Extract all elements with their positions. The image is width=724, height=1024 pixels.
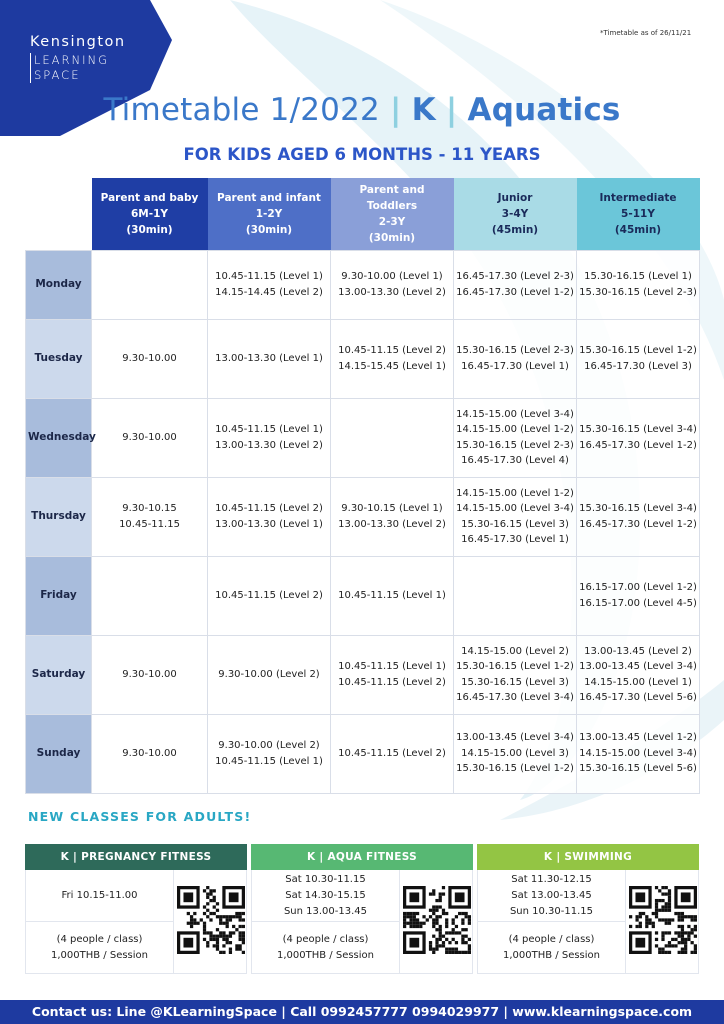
adult-class-title: K | AQUA FITNESS xyxy=(251,844,473,870)
class-slot: 16.45-17.30 (Level 5-6) xyxy=(579,692,697,703)
class-slot: 16.45-17.30 (Level 3-4) xyxy=(456,692,574,703)
class-slot: 16.15-17.00 (Level 1-2) xyxy=(579,582,697,593)
schedule-cell-parent-toddlers xyxy=(331,398,454,477)
adult-class-time: Sat 11.30-12.15 xyxy=(511,873,592,885)
adult-class-capacity: (4 people / class) xyxy=(508,934,595,945)
qr-code-icon[interactable] xyxy=(629,886,697,954)
class-slot: 10.45-11.15 (Level 2) xyxy=(338,676,446,688)
schedule-cell-junior xyxy=(454,635,577,714)
column-header-junior: Junior 3-4Y (45min) xyxy=(454,178,577,250)
title-part-1: Timetable 1/2022 xyxy=(103,92,380,128)
adult-class-capacity: (4 people / class) xyxy=(56,934,143,945)
class-slot: 10.45-11.15 (Level 1) xyxy=(338,661,446,672)
schedule-cell-intermediate xyxy=(577,398,700,477)
class-slot: 14.15-15.00 (Level 1-2) xyxy=(456,424,574,435)
class-slot: 15.30-16.15 (Level 2-3) xyxy=(579,286,697,298)
class-slot: 16.45-17.30 (Level 3) xyxy=(584,360,692,372)
schedule-cell-junior xyxy=(454,250,577,319)
schedule-cell-parent-infant xyxy=(208,635,331,714)
qr-code-icon[interactable] xyxy=(403,886,471,954)
table-row xyxy=(26,398,700,477)
page-subtitle: FOR KIDS AGED 6 MONTHS - 11 YEARS xyxy=(183,145,541,164)
day-label: Sunday xyxy=(26,714,92,793)
class-slot: 9.30-10.00 (Level 1) xyxy=(341,271,443,282)
table-row xyxy=(26,477,700,556)
column-header-parent-toddlers: Parent and Toddlers 2-3Y (30min) xyxy=(331,178,454,250)
class-slot: 13.00-13.30 (Level 2) xyxy=(338,518,446,530)
class-slot: 14.15-15.00 (Level 3-4) xyxy=(456,503,574,514)
class-slot: 10.45-11.15 (Level 1) xyxy=(338,589,446,601)
adult-class-pregnancy-fitness xyxy=(25,844,247,974)
class-slot: 9.30-10.00 xyxy=(122,431,177,443)
class-slot: 14.15-15.00 (Level 3-4) xyxy=(456,408,574,420)
adult-class-fee: 1,000THB / Session xyxy=(51,950,148,961)
schedule-cell-intermediate xyxy=(577,477,700,556)
title-separator-2: | xyxy=(445,92,458,128)
class-slot: 16.45-17.30 (Level 1) xyxy=(461,534,569,545)
class-slot: 16.15-17.00 (Level 4-5) xyxy=(579,597,697,609)
adult-class-fee: 1,000THB / Session xyxy=(503,950,600,961)
adult-class-price xyxy=(252,922,400,974)
logo-name: Kensington xyxy=(30,34,126,50)
adult-class-times xyxy=(26,870,174,922)
class-slot: 15.30-16.15 (Level 5-6) xyxy=(579,763,697,775)
adult-class-time: Sat 14.30-15.15 xyxy=(285,889,366,901)
class-slot: 10.45-11.15 (Level 2) xyxy=(338,747,446,759)
adult-class-times xyxy=(252,870,400,922)
class-slot: 9.30-10.15 xyxy=(122,503,177,514)
day-label: Thursday xyxy=(26,477,92,556)
adult-class-price xyxy=(478,922,626,974)
class-slot: 13.00-13.45 (Level 3-4) xyxy=(456,732,574,744)
column-header-parent-baby: Parent and baby 6M-1Y (30min) xyxy=(92,178,208,250)
adult-classes-heading: NEW CLASSES FOR ADULTS! xyxy=(28,809,252,824)
class-slot: 15.30-16.15 (Level 1-2) xyxy=(456,763,574,775)
schedule-cell-junior xyxy=(454,556,577,635)
schedule-cell-parent-baby xyxy=(92,319,208,398)
day-label: Wednesday xyxy=(26,398,92,477)
schedule-cell-parent-infant xyxy=(208,556,331,635)
class-slot: 16.45-17.30 (Level 1-2) xyxy=(579,439,697,451)
schedule-cell-parent-infant xyxy=(208,398,331,477)
title-separator-1: | xyxy=(390,92,402,128)
schedule-cell-intermediate xyxy=(577,319,700,398)
class-slot: 9.30-10.00 xyxy=(122,352,177,364)
schedule-cell-parent-infant xyxy=(208,477,331,556)
column-header-parent-infant: Parent and infant 1-2Y (30min) xyxy=(208,178,331,250)
class-slot: 14.15-15.00 (Level 1-2) xyxy=(456,487,574,499)
adult-class-time: Fri 10.15-11.00 xyxy=(61,889,138,901)
class-slot: 13.00-13.45 (Level 1-2) xyxy=(579,732,697,744)
page-title xyxy=(0,92,724,128)
schedule-cell-parent-toddlers xyxy=(331,714,454,793)
schedule-cell-junior xyxy=(454,319,577,398)
day-label: Saturday xyxy=(26,635,92,714)
class-slot: 14.15-15.00 (Level 2) xyxy=(461,645,569,657)
class-slot: 10.45-11.15 (Level 1) xyxy=(215,271,323,282)
adult-class-title: K | SWIMMING xyxy=(477,844,699,870)
class-slot: 14.15-15.00 (Level 3-4) xyxy=(579,747,697,759)
schedule-cell-parent-baby xyxy=(92,714,208,793)
adult-class-title: K | PREGNANCY FITNESS xyxy=(25,844,247,870)
timetable xyxy=(25,178,700,794)
contact-footer: Contact us: Line @KLearningSpace | Call 0992457777 0994029977 | www.klearningspace.com xyxy=(0,1000,724,1024)
class-slot: 14.15-15.45 (Level 1) xyxy=(338,360,446,372)
class-slot: 10.45-11.15 (Level 2) xyxy=(215,589,323,601)
class-slot: 15.30-16.15 (Level 1-2) xyxy=(456,661,574,672)
class-slot: 16.45-17.30 (Level 1-2) xyxy=(579,518,697,530)
class-slot: 13.00-13.30 (Level 2) xyxy=(338,286,446,298)
class-slot: 9.30-10.00 (Level 2) xyxy=(218,668,320,680)
timetable-header-row xyxy=(26,178,700,250)
schedule-cell-intermediate xyxy=(577,635,700,714)
class-slot: 15.30-16.15 (Level 3-4) xyxy=(579,503,697,514)
schedule-cell-parent-toddlers xyxy=(331,477,454,556)
class-slot: 14.15-14.45 (Level 2) xyxy=(215,286,323,298)
schedule-cell-parent-baby xyxy=(92,398,208,477)
class-slot: 16.45-17.30 (Level 4) xyxy=(461,455,569,466)
adult-class-time: Sat 10.30-11.15 xyxy=(285,873,366,885)
class-slot: 15.30-16.15 (Level 2-3) xyxy=(456,439,574,451)
class-slot: 10.45-11.15 (Level 2) xyxy=(215,503,323,514)
class-slot: 15.30-16.15 (Level 2-3) xyxy=(456,345,574,356)
class-slot: 13.00-13.30 (Level 1) xyxy=(215,518,323,530)
schedule-cell-junior xyxy=(454,398,577,477)
class-slot: 13.00-13.30 (Level 1) xyxy=(215,352,323,364)
adult-class-time: Sat 13.00-13.45 xyxy=(511,889,592,901)
day-label: Monday xyxy=(26,250,92,319)
class-slot: 16.45-17.30 (Level 1-2) xyxy=(456,286,574,298)
schedule-cell-parent-baby xyxy=(92,635,208,714)
day-label: Tuesday xyxy=(26,319,92,398)
adult-class-fee: 1,000THB / Session xyxy=(277,950,374,961)
schedule-cell-intermediate xyxy=(577,556,700,635)
class-slot: 15.30-16.15 (Level 1-2) xyxy=(579,345,697,356)
class-slot: 13.00-13.45 (Level 2) xyxy=(584,645,692,657)
schedule-cell-parent-baby xyxy=(92,250,208,319)
class-slot: 15.30-16.15 (Level 3-4) xyxy=(579,424,697,435)
class-slot: 13.00-13.45 (Level 3-4) xyxy=(579,661,697,672)
adult-class-times xyxy=(478,870,626,922)
table-row xyxy=(26,714,700,793)
schedule-cell-parent-baby xyxy=(92,556,208,635)
class-slot: 9.30-10.00 xyxy=(122,747,177,759)
timetable-date-note: *Timetable as of 26/11/21 xyxy=(600,29,692,37)
schedule-cell-parent-infant xyxy=(208,714,331,793)
table-row xyxy=(26,250,700,319)
class-slot: 14.15-15.00 (Level 3) xyxy=(461,747,569,759)
header-corner xyxy=(26,178,92,250)
adult-class-price xyxy=(26,922,174,974)
table-row xyxy=(26,635,700,714)
adult-class-aqua-fitness xyxy=(251,844,473,974)
schedule-cell-parent-toddlers xyxy=(331,319,454,398)
adult-class-capacity: (4 people / class) xyxy=(282,934,369,945)
class-slot: 9.30-10.15 (Level 1) xyxy=(341,503,443,514)
adult-class-swimming xyxy=(477,844,699,974)
logo-sub-2: SPACE xyxy=(30,68,126,83)
schedule-cell-junior xyxy=(454,714,577,793)
class-slot: 15.30-16.15 (Level 3) xyxy=(461,518,569,530)
class-slot: 14.15-15.00 (Level 1) xyxy=(584,676,692,688)
class-slot: 15.30-16.15 (Level 3) xyxy=(461,676,569,688)
adult-class-time: Sun 10.30-11.15 xyxy=(509,905,594,917)
class-slot: 10.45-11.15 xyxy=(119,518,180,530)
schedule-cell-parent-toddlers xyxy=(331,556,454,635)
class-slot: 15.30-16.15 (Level 1) xyxy=(584,271,692,282)
logo xyxy=(30,34,126,83)
schedule-cell-intermediate xyxy=(577,714,700,793)
qr-code-icon[interactable] xyxy=(177,886,245,954)
schedule-cell-parent-infant xyxy=(208,250,331,319)
title-part-3: Aquatics xyxy=(467,92,621,128)
table-row xyxy=(26,556,700,635)
class-slot: 10.45-11.15 (Level 2) xyxy=(338,345,446,356)
class-slot: 16.45-17.30 (Level 1) xyxy=(461,360,569,372)
schedule-cell-parent-baby xyxy=(92,477,208,556)
class-slot: 10.45-11.15 (Level 1) xyxy=(215,755,323,767)
schedule-cell-junior xyxy=(454,477,577,556)
schedule-cell-parent-toddlers xyxy=(331,250,454,319)
schedule-cell-parent-infant xyxy=(208,319,331,398)
column-header-intermediate: Intermediate 5-11Y (45min) xyxy=(577,178,700,250)
class-slot: 16.45-17.30 (Level 2-3) xyxy=(456,271,574,282)
table-row xyxy=(26,319,700,398)
adult-class-time: Sun 13.00-13.45 xyxy=(283,905,368,917)
day-label: Friday xyxy=(26,556,92,635)
class-slot: 9.30-10.00 xyxy=(122,668,177,680)
schedule-cell-intermediate xyxy=(577,250,700,319)
logo-sub-1: LEARNING xyxy=(30,53,126,68)
class-slot: 13.00-13.30 (Level 2) xyxy=(215,439,323,451)
class-slot: 10.45-11.15 (Level 1) xyxy=(215,424,323,435)
schedule-cell-parent-toddlers xyxy=(331,635,454,714)
title-part-2: K xyxy=(411,92,436,128)
class-slot: 9.30-10.00 (Level 2) xyxy=(218,740,320,751)
